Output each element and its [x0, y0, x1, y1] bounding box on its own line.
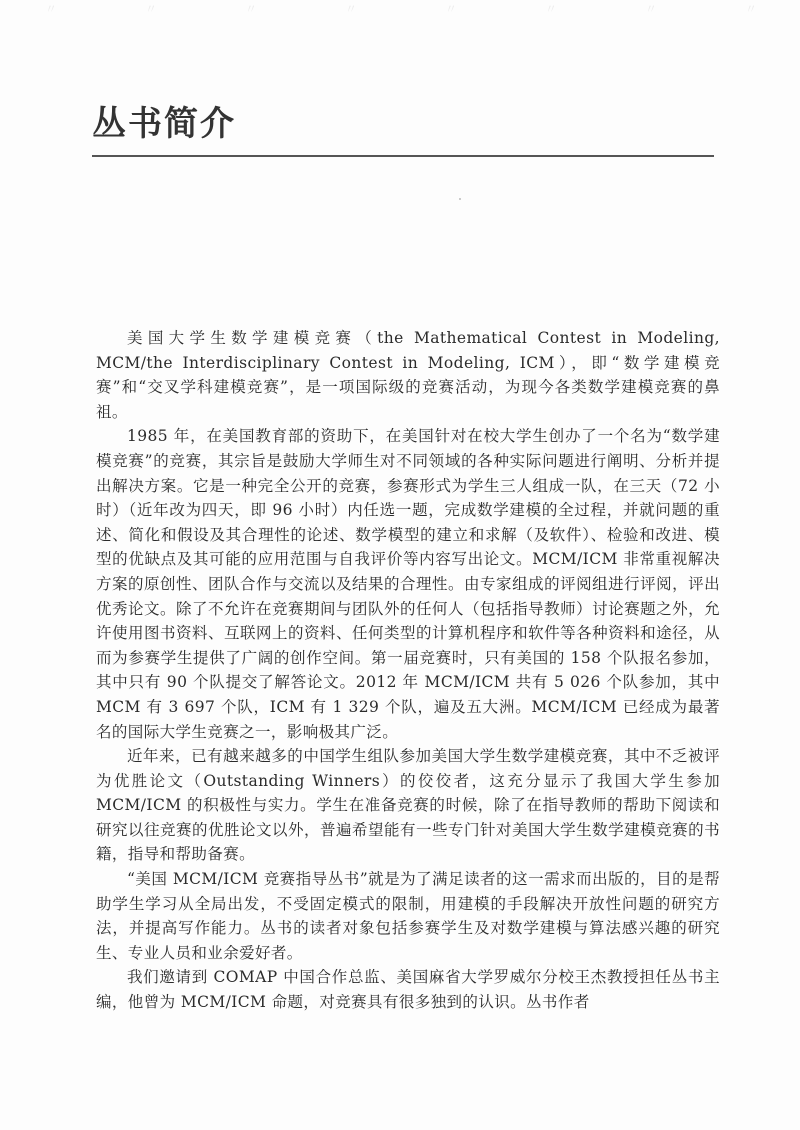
title-divider [92, 155, 714, 157]
watermark-icon: 〃 [745, 2, 758, 16]
paragraph-history: 1985 年，在美国教育部的资助下，在美国针对在校大学生创办了一个名为“数学建模竞赛”的竞赛，其宗旨是鼓励大学师生对不同领域的各种实际问题进行阐明、分析并提出解决方案。它是一种完全公开的竞赛，参赛形式为学生三人组成一队，在三天（72 小时）（近年改为四天，即 96 小时）内任选一题，完成数学建模的全过程，并就问题的重述、简化和假设及其合理性的论述、数学模型的建立和求解（及软件）、检验和改进、模型的优缺点及其可能的应用范围与自我评价等内容写出论文。MCM/ICM 非常重视解决方案的原创性、团队合作与交流以及结果的合理性。由专家组成的评阅组进行评阅，评出优秀论文。除了不允许在竞赛期间与团队外的任何人（包括指导教师）讨论赛题之外，允许使用图书资料、互联网上的资料、任何类型的计算机程序和软件等各种资料和途径，从而为参赛学生提供了广阔的创作空间。第一届竞赛时，只有美国的 158 个队报名参加，其中只有 90 个队提交了解答论文。2012 年 MCM/ICM 共有 5 026 个队参加，其中 MCM 有 3 697 个队，ICM 有 1 329 个队，遍及五大洲。MCM/ICM 已经成为最著名的国际大学生竞赛之一，影响极其广泛。 [96, 427, 720, 741]
paragraph-intro: 美国大学生数学建模竞赛（the Mathematical Contest in Modeling, MCM/the Interdisciplinary Contest in Modeling, ICM），即“数学建模竞赛”和“交叉学科建模竞赛”，是一项国际级的竞赛活动，为现今各类数学建模竞赛的鼻祖。 [96, 329, 720, 421]
watermark-icon: 〃 [345, 2, 358, 16]
body-text [96, 326, 720, 1015]
page-title: 丛书简介 [92, 104, 236, 144]
scan-speck [459, 198, 461, 200]
watermark-icon: 〃 [45, 2, 58, 16]
watermark-icon: 〃 [145, 2, 158, 16]
watermark-icon: 〃 [445, 2, 458, 16]
watermark-icon: 〃 [245, 2, 258, 16]
paragraph-series-purpose: “美国 MCM/ICM 竞赛指导丛书”就是为了满足读者的这一需求而出版的，目的是帮助学生学习从全局出发，不受固定模式的限制，用建模的手段解决开放性问题的研究方法，并提高写作能力。丛书的读者对象包括参赛学生及对数学建模与算法感兴趣的研究生、专业人员和业余爱好者。 [96, 870, 720, 962]
watermark-strip [0, 0, 800, 30]
paragraph-editor: 我们邀请到 COMAP 中国合作总监、美国麻省大学罗威尔分校王杰教授担任丛书主编，他曾为 MCM/ICM 命题，对竞赛具有很多独到的认识。丛书作者 [96, 968, 720, 1012]
watermark-icon: 〃 [545, 2, 558, 16]
watermark-icon: 〃 [645, 2, 658, 16]
paragraph-chinese-participation: 近年来，已有越来越多的中国学生组队参加美国大学生数学建模竞赛，其中不乏被评为优胜论文（Outstanding Winners）的佼佼者，这充分显示了我国大学生参加 MCM/ICM 的积极性与实力。学生在准备竞赛的时候，除了在指导教师的帮助下阅读和研究以往竞赛的优胜论文以外，普遍希望能有一些专门针对美国大学生数学建模竞赛的书籍，指导和帮助备赛。 [96, 747, 720, 864]
